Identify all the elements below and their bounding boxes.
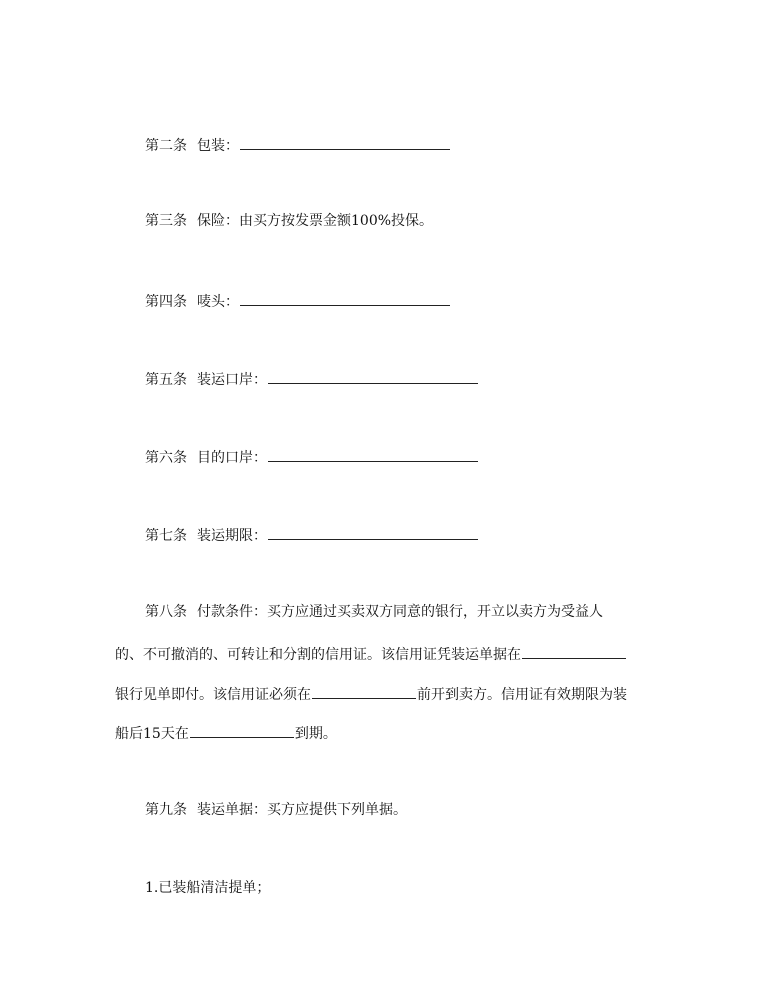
article-title: 保险：	[197, 213, 239, 229]
article-number: 第六条	[145, 450, 187, 466]
article-title: 装运期限：	[197, 528, 267, 544]
article-title: 目的口岸：	[197, 450, 267, 466]
payment-text-3b: 前开到卖方。信用证有效期限为装	[417, 687, 627, 703]
documents-text: 买方应提供下列单据。	[267, 802, 407, 818]
article-title: 唛头：	[197, 294, 239, 310]
article-9	[145, 801, 407, 819]
list-item-1	[145, 879, 270, 897]
packaging-blank	[240, 134, 450, 150]
article-number: 第四条	[145, 294, 187, 310]
article-7	[145, 524, 479, 545]
article-title: 装运单据：	[197, 802, 267, 818]
article-title: 付款条件：	[197, 604, 267, 620]
payment-text-4a: 船后15天在	[115, 726, 189, 742]
article-title: 装运口岸：	[197, 372, 267, 388]
payment-text-1: 买方应通过买卖双方同意的银行，开立以卖方为受益人	[267, 604, 603, 620]
list-item-text: 1.已装船清洁提单；	[145, 880, 271, 896]
payment-text-4b: 到期。	[294, 726, 337, 742]
article-5	[145, 368, 479, 389]
article-4	[145, 290, 451, 311]
article-8-line-2	[115, 643, 627, 664]
destination-port-blank	[268, 446, 478, 462]
insurance-text: 由买方按发票金额100%投保。	[239, 213, 434, 229]
article-8-line-3	[115, 683, 627, 704]
payment-text-2: 的、不可撤消的、可转让和分割的信用证。该信用证凭装运单据在	[115, 647, 521, 663]
shipment-deadline-blank	[268, 524, 478, 540]
article-number: 第五条	[145, 372, 187, 388]
expiry-place-blank	[190, 722, 294, 738]
article-6	[145, 446, 479, 467]
article-3	[145, 212, 433, 230]
article-8-line-4	[115, 722, 337, 743]
loading-port-blank	[268, 368, 478, 384]
shipping-mark-blank	[240, 290, 450, 306]
article-number: 第三条	[145, 213, 187, 229]
article-number: 第七条	[145, 528, 187, 544]
date-blank	[312, 683, 416, 699]
article-title: 包装：	[197, 138, 239, 154]
payment-text-3a: 银行见单即付。该信用证必须在	[115, 687, 311, 703]
article-number: 第九条	[145, 802, 187, 818]
article-2	[145, 134, 451, 155]
article-number: 第二条	[145, 138, 187, 154]
bank-blank	[522, 643, 626, 659]
article-number: 第八条	[145, 604, 187, 620]
article-8-line-1	[145, 603, 603, 621]
